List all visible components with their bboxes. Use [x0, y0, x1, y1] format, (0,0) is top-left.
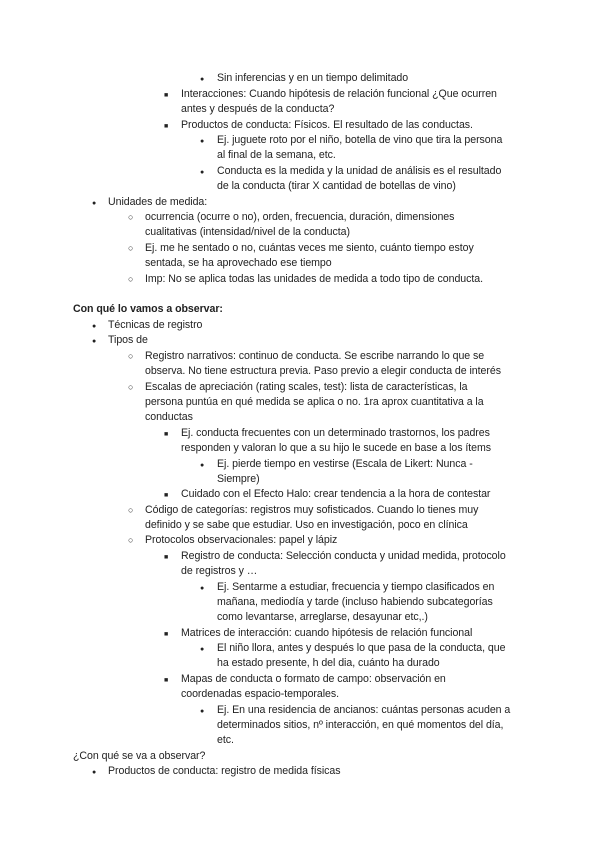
list-item: Ej. En una residencia de ancianos: cuántas personas acuden a — [217, 704, 511, 716]
list-item: ocurrencia (ocurre o no), orden, frecuencia, duración, dimensiones — [145, 211, 455, 223]
bullet-circle-icon — [128, 210, 133, 225]
list-item: definido y se sabe que estudiar. Uso en investigación, poco en clínica — [145, 519, 468, 531]
bullet-square-icon — [164, 118, 168, 134]
bullet-disc-icon — [92, 318, 96, 334]
section-heading: Con qué lo vamos a observar: — [73, 303, 223, 315]
list-item: Protocolos observacionales: papel y lápiz — [145, 534, 338, 546]
list-item: Imp: No se aplica todas las unidades de medida a todo tipo de conducta. — [145, 273, 484, 285]
bullet-disc-icon — [200, 71, 204, 87]
list-item: Ej. Sentarme a estudiar, frecuencia y tiempo clasificados en — [217, 581, 495, 593]
list-item: de registros y … — [181, 565, 258, 577]
list-item: Código de categorías: registros muy sofisticados. Cuando lo tienes muy — [145, 504, 479, 516]
list-item: responden y valoran lo que a su hijo le sucede en base a los ítems — [181, 442, 492, 454]
section-heading: ¿Con qué se va a observar? — [73, 750, 206, 762]
list-item: El niño llora, antes y después lo que pasa de la conducta, que — [217, 642, 506, 654]
list-item: Ej. pierde tiempo en vestirse (Escala de Likert: Nunca - — [217, 458, 473, 470]
bullet-square-icon — [164, 426, 168, 442]
bullet-circle-icon — [128, 241, 133, 256]
list-item: de la conducta (tirar X cantidad de botellas de vino) — [217, 180, 456, 192]
list-item: Técnicas de registro — [108, 319, 203, 331]
list-item: Registro narrativos: continuo de conducta. Se escribe narrando lo que se — [145, 350, 485, 362]
bullet-circle-icon — [128, 533, 133, 548]
list-item: Cuidado con el Efecto Halo: crear tendencia a la hora de contestar — [181, 488, 491, 500]
list-item: como levantarse, arreglarse, desayunar etc,.) — [217, 611, 428, 623]
list-item: Ej. conducta frecuentes con un determinado trastornos, los padres — [181, 427, 490, 439]
list-item: Productos de conducta: registro de medida físicas — [108, 765, 341, 777]
bullet-square-icon — [164, 87, 168, 103]
list-item: coordenadas espacio-temporales. — [181, 688, 340, 700]
bullet-disc-icon — [200, 133, 204, 149]
list-item: Matrices de interacción: cuando hipótesis de relación funcional — [181, 627, 473, 639]
list-item: Ej. juguete roto por el niño, botella de vino que tira la persona — [217, 134, 503, 146]
list-item: etc. — [217, 734, 234, 746]
bullet-circle-icon — [128, 503, 133, 518]
list-item: persona puntúa en qué medida se aplica o no. 1ra aprox cuantitativa a la — [145, 396, 484, 408]
bullet-circle-icon — [128, 380, 133, 395]
bullet-disc-icon — [200, 164, 204, 180]
list-item: Registro de conducta: Selección conducta y unidad medida, protocolo — [181, 550, 506, 562]
bullet-square-icon — [164, 672, 168, 688]
list-item: mañana, mediodía y tarde (incluso habiendo subcategorías — [217, 596, 493, 608]
list-item: Interacciones: Cuando hipótesis de relación funcional ¿Que ocurren — [181, 88, 497, 100]
bullet-circle-icon — [128, 349, 133, 364]
list-item: Ej. me he sentado o no, cuántas veces me siento, cuánto tiempo estoy — [145, 242, 474, 254]
list-item: Sin inferencias y en un tiempo delimitado — [217, 72, 409, 84]
bullet-square-icon — [164, 626, 168, 642]
bullet-circle-icon — [128, 272, 133, 287]
list-item: Mapas de conducta o formato de campo: observación en — [181, 673, 446, 685]
list-item: Productos de conducta: Físicos. El resultado de las conductas. — [181, 119, 473, 131]
bullet-square-icon — [164, 487, 168, 503]
list-item: sentada, se ha aprovechado ese tiempo — [145, 257, 332, 269]
list-item: determinados sitios, nº interacción, en qué momentos del día, — [217, 719, 504, 731]
bullet-square-icon — [164, 549, 168, 565]
list-item: al final de la semana, etc. — [217, 149, 336, 161]
bullet-disc-icon — [92, 333, 96, 349]
bullet-disc-icon — [200, 703, 204, 719]
list-item: ha estado presente, h del dia, cuánto ha durado — [217, 657, 440, 669]
bullet-disc-icon — [92, 764, 96, 780]
list-item: Escalas de apreciación (rating scales, test): lista de características, la — [145, 381, 468, 393]
list-item: Unidades de medida: — [108, 196, 208, 208]
list-item: conductas — [145, 411, 193, 423]
list-item: Conducta es la medida y la unidad de análisis es el resultado — [217, 165, 502, 177]
bullet-disc-icon — [200, 641, 204, 657]
list-item: Siempre) — [217, 473, 260, 485]
list-item: cualitativas (intensidad/nivel de la conducta) — [145, 226, 350, 238]
bullet-disc-icon — [92, 195, 96, 211]
list-item: observa. No tiene estructura previa. Paso previo a elegir conducta de interés — [145, 365, 501, 377]
list-item: antes y después de la conducta? — [181, 103, 335, 115]
bullet-disc-icon — [200, 457, 204, 473]
bullet-disc-icon — [200, 580, 204, 596]
list-item: Tipos de — [108, 334, 148, 346]
